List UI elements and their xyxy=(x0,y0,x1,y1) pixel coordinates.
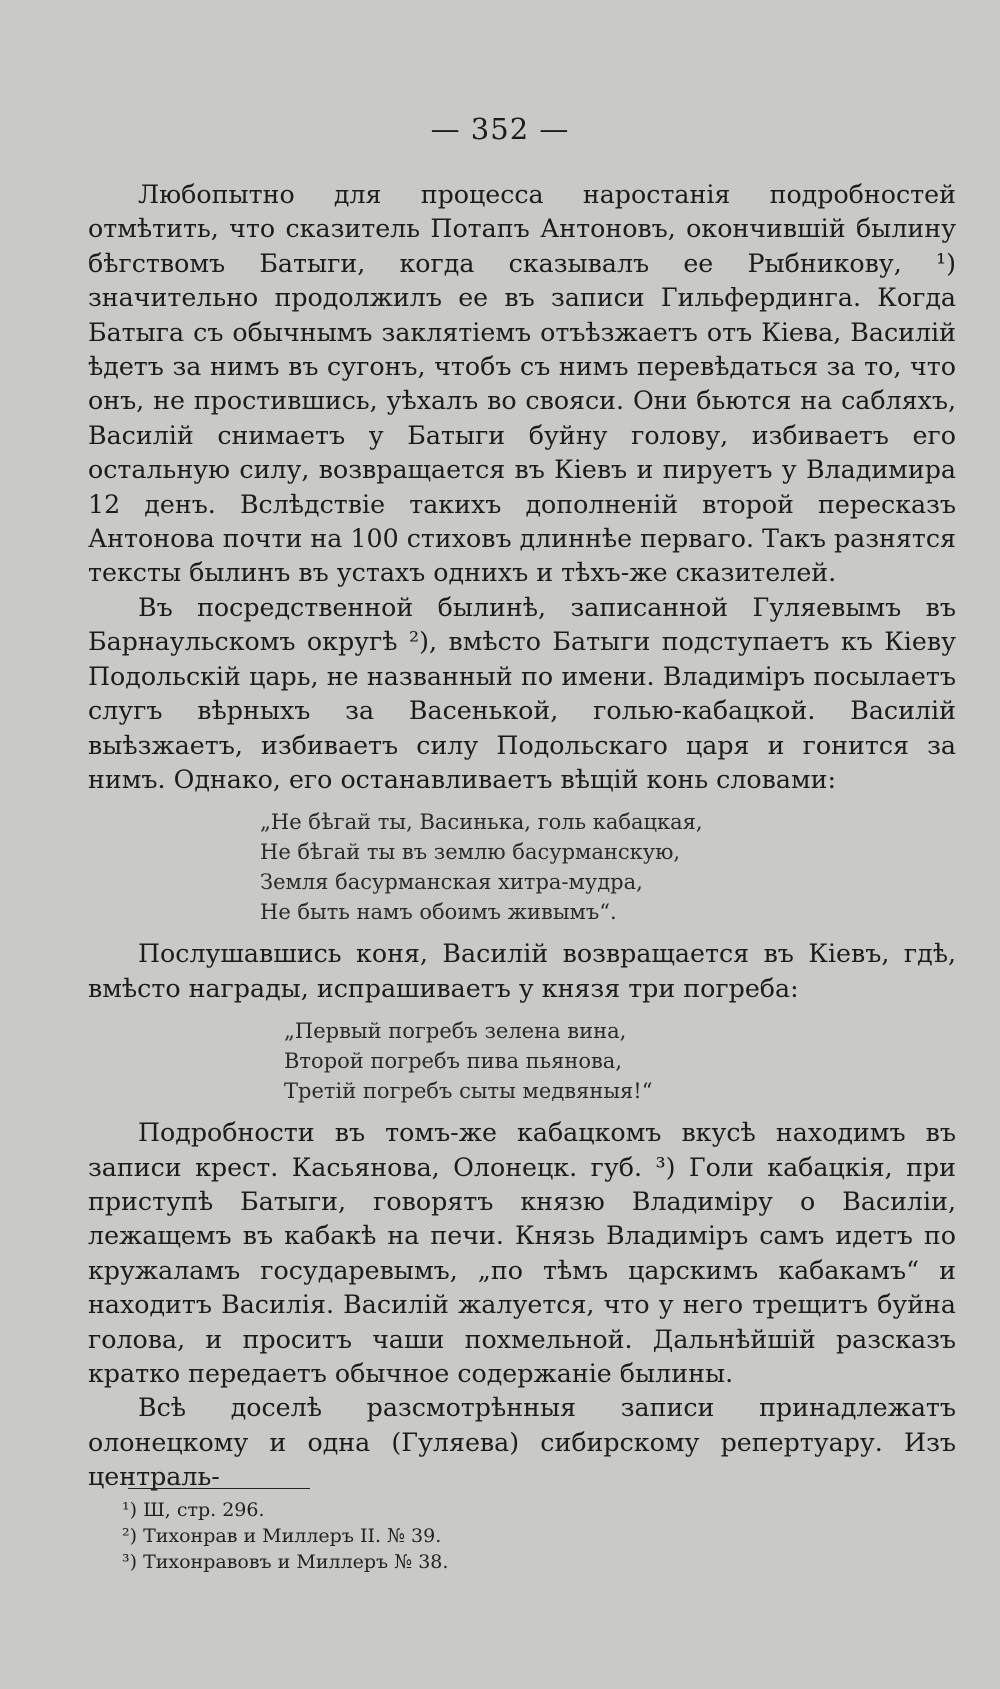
verse-line: Не бѣгай ты въ землю басурманскую, xyxy=(260,840,681,865)
paragraph-4: Подробности въ томъ-же кабацкомъ вкусѣ находимъ въ записи крест. Касьянова, Олонецк. губ. ³) Голи кабацкія, при приступѣ Батыги, говорятъ князю Владиміру о Василіи, лежащемъ въ кабакѣ на печи. Князь Владиміръ самъ идетъ по кружаламъ государевымъ, „по тѣмъ царскимъ кабакамъ“ и находитъ Василія. Василій жалуется, что у него трещитъ буйна голова, и проситъ чаши похмельной. Дальнѣйшій разсказъ кратко передаетъ обычное содержаніе былины. xyxy=(88,1118,956,1388)
verse-line: Второй погребъ пива пьянова, xyxy=(284,1049,622,1074)
verse-quote-1 xyxy=(260,807,956,927)
verse-line: Не быть намъ обоимъ живымъ“. xyxy=(260,900,617,925)
footnotes xyxy=(122,1497,722,1575)
paragraph-3: Послушавшись коня, Василій возвращается въ Кіевъ, гдѣ, вмѣсто награды, испрашиваетъ у князя три погреба: xyxy=(88,939,956,1003)
page-number: — 352 — xyxy=(430,112,570,146)
verse-line: „Не бѣгай ты, Васинька, голь кабацкая, xyxy=(260,810,703,835)
verse-quote-2 xyxy=(284,1016,956,1106)
footnote-rule xyxy=(128,1488,310,1489)
paragraph-5: Всѣ доселѣ разсмотрѣнныя записи принадлежатъ олонецкому и одна (Гуляева) сибирскому репертуару. Изъ централь- xyxy=(88,1393,956,1492)
footnote-2: ²) Тихонрав и Миллеръ II. № 39. xyxy=(122,1525,442,1547)
main-text xyxy=(88,178,956,1495)
verse-line: „Первый погребъ зелена вина, xyxy=(284,1019,627,1044)
verse-line: Третій погребъ сыты медвяныя!“ xyxy=(284,1079,653,1104)
paragraph-1: Любопытно для процесса наростанія подробностей отмѣтить, что сказитель Потапъ Антоновъ, окончившій былину бѣгствомъ Батыги, когда сказывалъ ее Рыбникову, ¹) значительно продолжилъ ее въ записи Гильфердинга. Когда Батыга съ обычнымъ заклятіемъ отъѣзжаетъ отъ Кіева, Василій ѣдетъ за нимъ въ сугонъ, чтобъ съ нимъ перевѣдаться за то, что онъ, не простившись, уѣхалъ во свояси. Они бьются на сабляхъ, Василій снимаетъ у Батыги буйну голову, избиваетъ его остальную силу, возвращается въ Кіевъ и пируетъ у Владимира 12 денъ. Вслѣдствіе такихъ дополненій второй пересказъ Антонова почти на 100 стиховъ длиннѣе перваго. Такъ разнятся тексты былинъ въ устахъ однихъ и тѣхъ-же сказителей. xyxy=(88,180,956,588)
footnote-1: ¹) Ш, стр. 296. xyxy=(122,1499,265,1521)
verse-line: Земля басурманская хитра-мудра, xyxy=(260,870,643,895)
footnote-3: ³) Тихонравовъ и Миллеръ № 38. xyxy=(122,1551,449,1573)
paragraph-2: Въ посредственной былинѣ, записанной Гуляевымъ въ Барнаульскомъ округѣ ²), вмѣсто Батыги подступаетъ къ Кіеву Подольскій царь, не названный по имени. Владиміръ посылаетъ слугъ вѣрныхъ за Васенькой, голью-кабацкой. Василій выѣзжаетъ, избиваетъ силу Подольскаго царя и гонится за нимъ. Однако, его останавливаетъ вѣщій конь словами: xyxy=(88,592,956,794)
